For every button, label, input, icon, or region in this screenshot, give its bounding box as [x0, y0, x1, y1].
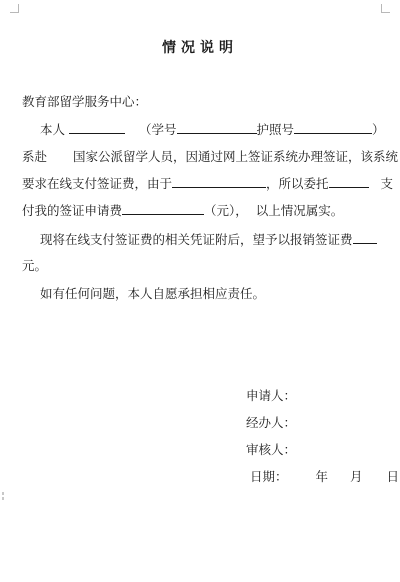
passport-no-blank — [294, 121, 372, 134]
text-student-no: （学号 — [139, 122, 177, 137]
text-visa-fee: 付我的签证申请费 — [22, 203, 123, 218]
document-title: 情况说明 — [162, 40, 238, 56]
text-close-paren: ） — [372, 122, 385, 137]
text-self: 本人 — [40, 122, 66, 137]
name-blank — [69, 121, 125, 134]
student-no-blank — [177, 121, 257, 134]
date-label: 日期： — [250, 469, 288, 484]
page-edge-mark — [2, 492, 4, 495]
text-reimburse: 现将在线支付签证费的相关凭证附后，望予以报销签证费 — [40, 232, 353, 247]
text-entrust: ，所以委托 — [266, 176, 329, 191]
text-require-online: 要求在线支付签证费，由于 — [22, 176, 173, 191]
para1-line1 — [40, 121, 385, 138]
month-label: 月 — [350, 469, 363, 484]
reimburse-amount-blank — [353, 231, 377, 244]
day-label: 日 — [386, 469, 400, 484]
para2-line2: 元。 — [22, 258, 48, 273]
fee-amount-blank — [122, 202, 204, 215]
text-yuan: （元）， — [204, 203, 248, 218]
text-pay-char: 支 — [380, 176, 394, 191]
applicant-label: 申请人： — [246, 388, 297, 403]
year-label: 年 — [315, 469, 329, 484]
entrusted-person-blank — [329, 175, 369, 188]
para1-line2 — [22, 149, 398, 165]
para1-line4 — [22, 202, 343, 219]
addressee: 教育部留学服务中心： — [22, 94, 148, 109]
date-row — [250, 467, 399, 485]
reason-blank — [172, 175, 266, 188]
text-passport-no: 护照号 — [256, 122, 295, 137]
text-go-to: 系赴 — [22, 149, 48, 164]
reviewer-label: 审核人： — [246, 442, 297, 457]
para1-line3 — [22, 175, 393, 192]
text-line2-body: 国家公派留学人员，因通过网上签证系统办理签证，该系统 — [73, 149, 399, 164]
para2-line1 — [40, 231, 377, 248]
handler-label: 经办人： — [246, 415, 297, 430]
para3-line: 如有任何问题，本人自愿承担相应责任。 — [40, 286, 266, 301]
text-true-statement: 以上情况属实。 — [255, 203, 344, 218]
page-edge-mark — [2, 497, 4, 500]
page-corner-mark-left — [10, 4, 19, 13]
page-corner-mark-right — [381, 4, 390, 13]
